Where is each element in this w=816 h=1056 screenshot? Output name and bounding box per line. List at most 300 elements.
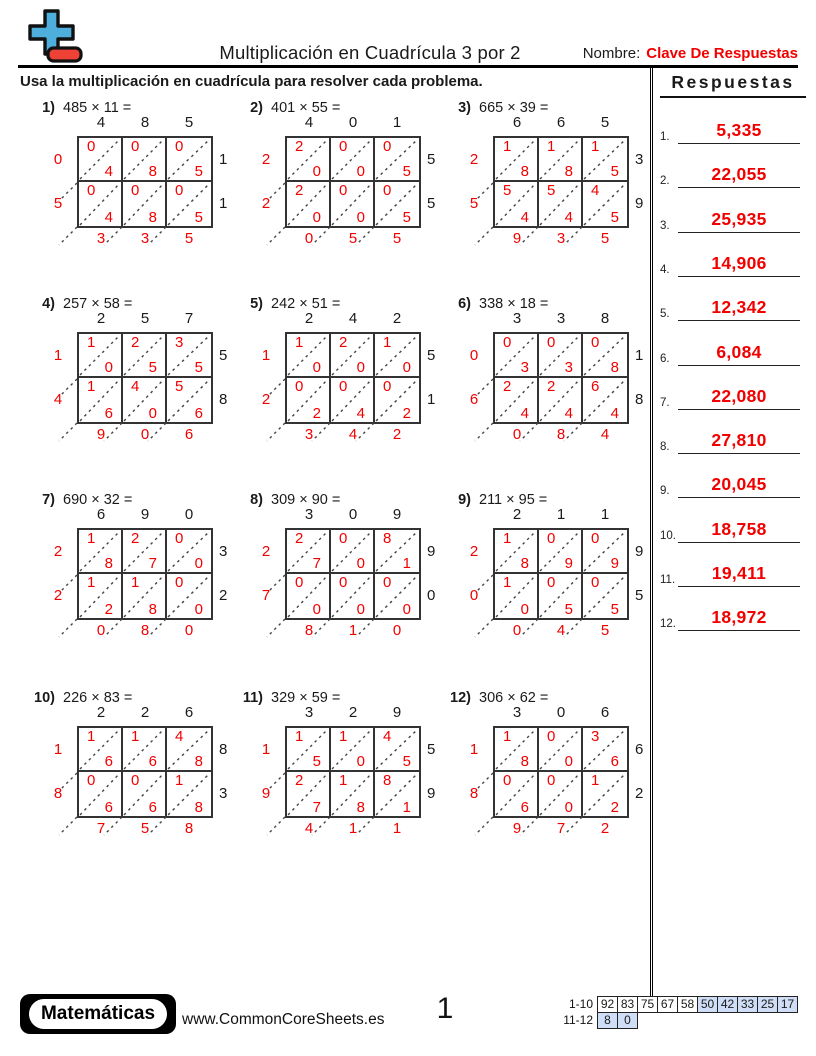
cell-diagonal-icon bbox=[583, 182, 627, 226]
diagonal-extension-icon bbox=[355, 226, 375, 246]
answer-number: 3. bbox=[660, 219, 670, 232]
answer-underline bbox=[678, 630, 800, 631]
cell-diagonal-icon bbox=[79, 574, 121, 618]
cell-diagonal-icon bbox=[539, 574, 581, 618]
cell-diagonal-icon bbox=[123, 728, 165, 770]
diagonal-extension-icon bbox=[147, 816, 167, 836]
product-sum-digit: 5 bbox=[600, 622, 610, 639]
cell-tens-digit: 5 bbox=[175, 378, 184, 395]
cell-diagonal-icon bbox=[167, 728, 211, 770]
multiplier-digit: 0 bbox=[427, 587, 436, 604]
name-row bbox=[583, 45, 798, 62]
problem-expression: 309 × 90 = bbox=[271, 492, 341, 508]
cell-units-digit: 5 bbox=[402, 163, 411, 180]
logo-minus-shape bbox=[48, 48, 81, 61]
product-sum-digit: 0 bbox=[184, 622, 194, 639]
product-carry-digit: 1 bbox=[469, 741, 479, 758]
cell-diagonal-icon bbox=[167, 772, 211, 816]
cell-tens-digit: 1 bbox=[503, 574, 512, 591]
product-carry-digit: 0 bbox=[469, 587, 479, 604]
name-label: Nombre: bbox=[582, 45, 641, 62]
problem-number: 9) bbox=[458, 492, 471, 508]
cell-diagonal-icon bbox=[375, 334, 419, 376]
product-carry-digit: 2 bbox=[469, 151, 479, 168]
multiplier-digit: 1 bbox=[635, 347, 644, 364]
cell-units-digit: 4 bbox=[520, 209, 529, 226]
cell-diagonal-icon bbox=[375, 182, 419, 226]
cell-diagonal-icon bbox=[539, 182, 581, 226]
cell-tens-digit: 0 bbox=[339, 530, 348, 547]
product-sum-digit: 4 bbox=[556, 622, 566, 639]
cell-tens-digit: 0 bbox=[547, 772, 556, 789]
cell-units-digit: 8 bbox=[194, 753, 203, 770]
multiplicand-digit: 2 bbox=[304, 310, 314, 327]
lattice-cell bbox=[495, 574, 539, 618]
cell-units-digit: 1 bbox=[402, 555, 411, 572]
lattice bbox=[441, 100, 648, 290]
multiplicand-digit: 0 bbox=[348, 114, 358, 131]
multiplicand-digit: 6 bbox=[184, 704, 194, 721]
answer-number: 12. bbox=[660, 618, 676, 631]
lattice-grid bbox=[493, 332, 629, 424]
lattice-cell bbox=[583, 772, 627, 816]
cell-tens-digit: 2 bbox=[339, 334, 348, 351]
answer-item bbox=[656, 408, 810, 454]
diagonal-extension-icon bbox=[266, 574, 286, 594]
lattice-grid bbox=[285, 528, 421, 620]
lattice-cell bbox=[79, 728, 123, 772]
cell-tens-digit: 1 bbox=[339, 772, 348, 789]
cell-tens-digit: 0 bbox=[547, 334, 556, 351]
problem-expression: 329 × 59 = bbox=[271, 690, 341, 706]
answer-number: 9. bbox=[660, 485, 670, 498]
problem-number: 3) bbox=[458, 100, 471, 116]
cell-tens-digit: 2 bbox=[547, 378, 556, 395]
cell-units-digit: 8 bbox=[520, 555, 529, 572]
multiplier-digit: 8 bbox=[635, 391, 644, 408]
lattice-cell bbox=[79, 334, 123, 378]
cell-tens-digit: 1 bbox=[131, 574, 140, 591]
product-sum-digit: 2 bbox=[600, 820, 610, 837]
cell-diagonal-icon bbox=[79, 138, 121, 180]
cell-diagonal-icon bbox=[583, 334, 627, 376]
product-sum-digit: 3 bbox=[556, 230, 566, 247]
cell-diagonal-icon bbox=[123, 378, 165, 422]
cell-tens-digit: 0 bbox=[339, 574, 348, 591]
cell-tens-digit: 1 bbox=[87, 574, 96, 591]
cell-units-digit: 5 bbox=[194, 209, 203, 226]
lattice-cell bbox=[167, 138, 211, 182]
lattice-cell bbox=[539, 772, 583, 816]
lattice-cell bbox=[375, 334, 419, 378]
cell-diagonal-icon bbox=[375, 530, 419, 572]
diagonal-extension-icon bbox=[355, 422, 375, 442]
cell-tens-digit: 2 bbox=[295, 530, 304, 547]
multiplier-digit: 6 bbox=[635, 741, 644, 758]
lattice-grid bbox=[77, 136, 213, 228]
lattice-cell bbox=[287, 530, 331, 574]
score-cell: 92 bbox=[597, 996, 618, 1013]
score-cell: 33 bbox=[737, 996, 758, 1013]
diagonal-extension-icon bbox=[311, 618, 331, 638]
cell-diagonal-icon bbox=[287, 728, 329, 770]
lattice-cell bbox=[167, 182, 211, 226]
lattice-cell bbox=[79, 530, 123, 574]
lattice-grid bbox=[493, 136, 629, 228]
cell-tens-digit: 2 bbox=[295, 772, 304, 789]
lattice-grid bbox=[77, 332, 213, 424]
lattice-cell bbox=[287, 574, 331, 618]
lattice-cell bbox=[287, 182, 331, 226]
cell-diagonal-icon bbox=[331, 530, 373, 572]
problem-card bbox=[25, 100, 232, 290]
answer-number: 10. bbox=[660, 529, 676, 542]
lattice-cell bbox=[539, 530, 583, 574]
diagonal-extension-icon bbox=[103, 618, 123, 638]
multiplicand-digit: 3 bbox=[512, 310, 522, 327]
diagonal-extension-icon bbox=[474, 574, 494, 594]
diagonal-extension-icon bbox=[563, 226, 583, 246]
cell-diagonal-icon bbox=[495, 530, 537, 572]
answer-number: 1. bbox=[660, 131, 670, 143]
cell-units-digit: 2 bbox=[312, 405, 321, 422]
cell-units-digit: 0 bbox=[356, 163, 365, 180]
lattice-cell bbox=[331, 334, 375, 378]
lattice-cell bbox=[79, 378, 123, 422]
cell-diagonal-icon bbox=[167, 334, 211, 376]
answer-item bbox=[656, 497, 810, 543]
website-text: www.CommonCoreSheets.es bbox=[182, 1011, 385, 1028]
problem-card bbox=[441, 492, 648, 682]
cell-diagonal-icon bbox=[331, 574, 373, 618]
cell-units-digit: 0 bbox=[312, 601, 321, 618]
header-rule bbox=[18, 65, 798, 68]
cell-units-digit: 0 bbox=[356, 209, 365, 226]
cell-diagonal-icon bbox=[167, 378, 211, 422]
lattice-cell bbox=[331, 772, 375, 816]
diagonal-extension-icon bbox=[474, 226, 494, 246]
grading-row bbox=[547, 996, 798, 1013]
diagonal-extension-icon bbox=[563, 422, 583, 442]
answer-value: 12,342 bbox=[711, 297, 767, 318]
product-sum-digit: 5 bbox=[392, 230, 402, 247]
cell-diagonal-icon bbox=[495, 728, 537, 770]
problem-number: 10) bbox=[34, 690, 55, 706]
multiplier-digit: 5 bbox=[427, 151, 436, 168]
cell-units-digit: 0 bbox=[356, 359, 365, 376]
multiplier-digit: 2 bbox=[635, 785, 644, 802]
diagonal-extension-icon bbox=[266, 226, 286, 246]
cell-diagonal-icon bbox=[583, 772, 627, 816]
cell-units-digit: 5 bbox=[194, 163, 203, 180]
problem-card bbox=[25, 492, 232, 682]
score-cell: 67 bbox=[657, 996, 678, 1013]
cell-units-digit: 5 bbox=[194, 359, 203, 376]
product-carry-digit: 6 bbox=[469, 391, 479, 408]
multiplier-digit: 2 bbox=[219, 587, 228, 604]
cell-units-digit: 5 bbox=[610, 601, 619, 618]
lattice-grid bbox=[493, 528, 629, 620]
cell-tens-digit: 0 bbox=[339, 378, 348, 395]
multiplicand-digit: 2 bbox=[392, 310, 402, 327]
cell-diagonal-icon bbox=[123, 772, 165, 816]
lattice bbox=[233, 492, 440, 682]
answer-item bbox=[656, 187, 810, 233]
diagonal-extension-icon bbox=[311, 422, 331, 442]
cell-diagonal-icon bbox=[539, 772, 581, 816]
cell-tens-digit: 1 bbox=[131, 728, 140, 745]
cell-tens-digit: 1 bbox=[87, 334, 96, 351]
grading-cells bbox=[598, 1012, 638, 1029]
diagonal-extension-icon bbox=[266, 618, 286, 638]
lattice-cell bbox=[495, 182, 539, 226]
cell-units-digit: 8 bbox=[148, 601, 157, 618]
product-sum-digit: 1 bbox=[348, 820, 358, 837]
product-carry-digit: 5 bbox=[53, 195, 63, 212]
cell-tens-digit: 0 bbox=[383, 378, 392, 395]
multiplicand-digit: 9 bbox=[392, 506, 402, 523]
cell-diagonal-icon bbox=[375, 574, 419, 618]
lattice-cell bbox=[375, 182, 419, 226]
cell-tens-digit: 1 bbox=[175, 772, 184, 789]
cell-diagonal-icon bbox=[495, 182, 537, 226]
cell-tens-digit: 0 bbox=[339, 182, 348, 199]
score-cell: 50 bbox=[697, 996, 718, 1013]
product-carry-digit: 5 bbox=[469, 195, 479, 212]
answer-key-label: Clave De Respuestas bbox=[646, 45, 798, 62]
diagonal-extension-icon bbox=[311, 816, 331, 836]
cell-tens-digit: 1 bbox=[87, 530, 96, 547]
diagonal-extension-icon bbox=[58, 574, 78, 594]
cell-units-digit: 8 bbox=[520, 753, 529, 770]
answer-value: 6,084 bbox=[716, 341, 762, 362]
multiplicand-digit: 7 bbox=[184, 310, 194, 327]
product-sum-digit: 5 bbox=[140, 820, 150, 837]
product-sum-digit: 1 bbox=[348, 622, 358, 639]
answer-item bbox=[656, 585, 810, 631]
cell-diagonal-icon bbox=[287, 574, 329, 618]
cell-tens-digit: 1 bbox=[547, 138, 556, 155]
cell-units-digit: 2 bbox=[104, 601, 113, 618]
lattice bbox=[233, 100, 440, 290]
cell-tens-digit: 0 bbox=[131, 138, 140, 155]
cell-tens-digit: 4 bbox=[131, 378, 140, 395]
multiplier-digit: 1 bbox=[219, 195, 228, 212]
product-sum-digit: 9 bbox=[96, 426, 106, 443]
product-carry-digit: 0 bbox=[53, 151, 63, 168]
cell-units-digit: 0 bbox=[194, 555, 203, 572]
cell-diagonal-icon bbox=[331, 138, 373, 180]
multiplicand-digit: 8 bbox=[140, 114, 150, 131]
problem-expression: 257 × 58 = bbox=[63, 296, 133, 312]
lattice-cell bbox=[123, 334, 167, 378]
cell-units-digit: 0 bbox=[194, 601, 203, 618]
cell-units-digit: 0 bbox=[356, 555, 365, 572]
brand-label: Matemáticas bbox=[29, 999, 167, 1029]
lattice-cell bbox=[331, 138, 375, 182]
product-sum-digit: 8 bbox=[184, 820, 194, 837]
diagonal-extension-icon bbox=[311, 226, 331, 246]
lattice-cell bbox=[167, 772, 211, 816]
grading-row-label: 11-12 bbox=[563, 1013, 593, 1027]
grading-row bbox=[547, 1012, 798, 1029]
cell-tens-digit: 5 bbox=[547, 182, 556, 199]
diagonal-extension-icon bbox=[266, 182, 286, 202]
lattice-cell bbox=[375, 378, 419, 422]
diagonal-extension-icon bbox=[266, 422, 286, 442]
cell-units-digit: 6 bbox=[194, 405, 203, 422]
problem-number: 1) bbox=[42, 100, 55, 116]
cell-units-digit: 3 bbox=[564, 359, 573, 376]
lattice-cell bbox=[167, 728, 211, 772]
multiplicand-digit: 2 bbox=[348, 704, 358, 721]
score-cell: 17 bbox=[777, 996, 798, 1013]
lattice-cell bbox=[287, 772, 331, 816]
product-sum-digit: 7 bbox=[96, 820, 106, 837]
answer-number: 4. bbox=[660, 263, 670, 276]
lattice-cell bbox=[287, 728, 331, 772]
cell-tens-digit: 1 bbox=[591, 138, 600, 155]
cell-tens-digit: 0 bbox=[383, 574, 392, 591]
cell-units-digit: 7 bbox=[312, 799, 321, 816]
product-sum-digit: 6 bbox=[184, 426, 194, 443]
cell-tens-digit: 0 bbox=[591, 334, 600, 351]
problem-number: 12) bbox=[450, 690, 471, 706]
cell-tens-digit: 2 bbox=[295, 138, 304, 155]
cell-tens-digit: 4 bbox=[591, 182, 600, 199]
diagonal-extension-icon bbox=[474, 378, 494, 398]
cell-units-digit: 0 bbox=[402, 601, 411, 618]
product-carry-digit: 2 bbox=[261, 543, 271, 560]
cell-diagonal-icon bbox=[539, 138, 581, 180]
cell-units-digit: 8 bbox=[610, 359, 619, 376]
multiplicand-digit: 9 bbox=[392, 704, 402, 721]
cell-tens-digit: 1 bbox=[591, 772, 600, 789]
lattice-cell bbox=[331, 574, 375, 618]
lattice-cell bbox=[123, 530, 167, 574]
cell-tens-digit: 0 bbox=[503, 334, 512, 351]
cell-tens-digit: 1 bbox=[295, 728, 304, 745]
cell-tens-digit: 6 bbox=[591, 378, 600, 395]
lattice-cell bbox=[123, 728, 167, 772]
lattice bbox=[441, 296, 648, 486]
cell-units-digit: 8 bbox=[148, 163, 157, 180]
diagonal-extension-icon bbox=[355, 816, 375, 836]
answer-item bbox=[656, 142, 810, 188]
cell-units-digit: 4 bbox=[104, 163, 113, 180]
multiplicand-digit: 5 bbox=[184, 114, 194, 131]
multiplicand-digit: 6 bbox=[96, 506, 106, 523]
product-carry-digit: 1 bbox=[261, 347, 271, 364]
instruction-text: Usa la multiplicación en cuadrícula para resolver cada problema. bbox=[20, 73, 483, 90]
cell-diagonal-icon bbox=[583, 378, 627, 422]
diagonal-extension-icon bbox=[147, 618, 167, 638]
product-sum-digit: 4 bbox=[600, 426, 610, 443]
problem-expression: 665 × 39 = bbox=[479, 100, 549, 116]
lattice-grid bbox=[77, 528, 213, 620]
cell-diagonal-icon bbox=[123, 334, 165, 376]
cell-diagonal-icon bbox=[495, 138, 537, 180]
cell-diagonal-icon bbox=[123, 182, 165, 226]
product-sum-digit: 8 bbox=[556, 426, 566, 443]
cell-units-digit: 5 bbox=[610, 209, 619, 226]
cell-diagonal-icon bbox=[167, 138, 211, 180]
cell-units-digit: 9 bbox=[610, 555, 619, 572]
score-cell: 25 bbox=[757, 996, 778, 1013]
page-title: Multiplicación en Cuadrícula 3 por 2 bbox=[219, 42, 521, 63]
multiplicand-digit: 0 bbox=[184, 506, 194, 523]
cell-tens-digit: 0 bbox=[295, 378, 304, 395]
score-cell: 8 bbox=[597, 1012, 618, 1029]
lattice-cell bbox=[79, 138, 123, 182]
multiplicand-digit: 5 bbox=[140, 310, 150, 327]
multiplicand-digit: 3 bbox=[304, 704, 314, 721]
diagonal-extension-icon bbox=[103, 816, 123, 836]
cell-units-digit: 0 bbox=[402, 359, 411, 376]
cell-units-digit: 6 bbox=[104, 405, 113, 422]
cell-units-digit: 6 bbox=[104, 799, 113, 816]
multiplier-digit: 9 bbox=[427, 543, 436, 560]
cell-units-digit: 7 bbox=[312, 555, 321, 572]
cell-diagonal-icon bbox=[331, 728, 373, 770]
lattice-cell bbox=[167, 378, 211, 422]
answer-value: 5,335 bbox=[716, 120, 762, 140]
cell-diagonal-icon bbox=[123, 138, 165, 180]
lattice-cell bbox=[331, 378, 375, 422]
multiplicand-digit: 4 bbox=[304, 114, 314, 131]
lattice-cell bbox=[495, 772, 539, 816]
cell-units-digit: 6 bbox=[148, 799, 157, 816]
cell-diagonal-icon bbox=[495, 574, 537, 618]
product-carry-digit: 2 bbox=[261, 195, 271, 212]
multiplier-digit: 9 bbox=[427, 785, 436, 802]
multiplier-digit: 9 bbox=[635, 195, 644, 212]
cell-tens-digit: 2 bbox=[295, 182, 304, 199]
problem-card bbox=[441, 100, 648, 290]
cell-units-digit: 6 bbox=[148, 753, 157, 770]
multiplier-digit: 5 bbox=[219, 347, 228, 364]
grading-table bbox=[547, 996, 798, 1029]
problem-expression: 306 × 62 = bbox=[479, 690, 549, 706]
cell-diagonal-icon bbox=[79, 772, 121, 816]
lattice-cell bbox=[331, 182, 375, 226]
cell-units-digit: 5 bbox=[402, 753, 411, 770]
score-cell: 58 bbox=[677, 996, 698, 1013]
product-sum-digit: 1 bbox=[392, 820, 402, 837]
multiplicand-digit: 2 bbox=[96, 704, 106, 721]
multiplicand-digit: 3 bbox=[512, 704, 522, 721]
cell-diagonal-icon bbox=[375, 378, 419, 422]
problem-card bbox=[233, 690, 440, 880]
lattice bbox=[25, 492, 232, 682]
cell-tens-digit: 0 bbox=[175, 182, 184, 199]
product-carry-digit: 1 bbox=[53, 347, 63, 364]
problem-expression: 242 × 51 = bbox=[271, 296, 341, 312]
answers-title: Respuestas bbox=[660, 72, 806, 98]
cell-units-digit: 5 bbox=[564, 601, 573, 618]
lattice-cell bbox=[79, 772, 123, 816]
cell-diagonal-icon bbox=[287, 772, 329, 816]
problem-card bbox=[233, 492, 440, 682]
cell-tens-digit: 0 bbox=[547, 728, 556, 745]
product-carry-digit: 9 bbox=[261, 785, 271, 802]
multiplicand-digit: 2 bbox=[96, 310, 106, 327]
cell-units-digit: 4 bbox=[564, 209, 573, 226]
cell-diagonal-icon bbox=[375, 138, 419, 180]
problem-card bbox=[233, 100, 440, 290]
product-sum-digit: 9 bbox=[512, 230, 522, 247]
cell-diagonal-icon bbox=[375, 772, 419, 816]
